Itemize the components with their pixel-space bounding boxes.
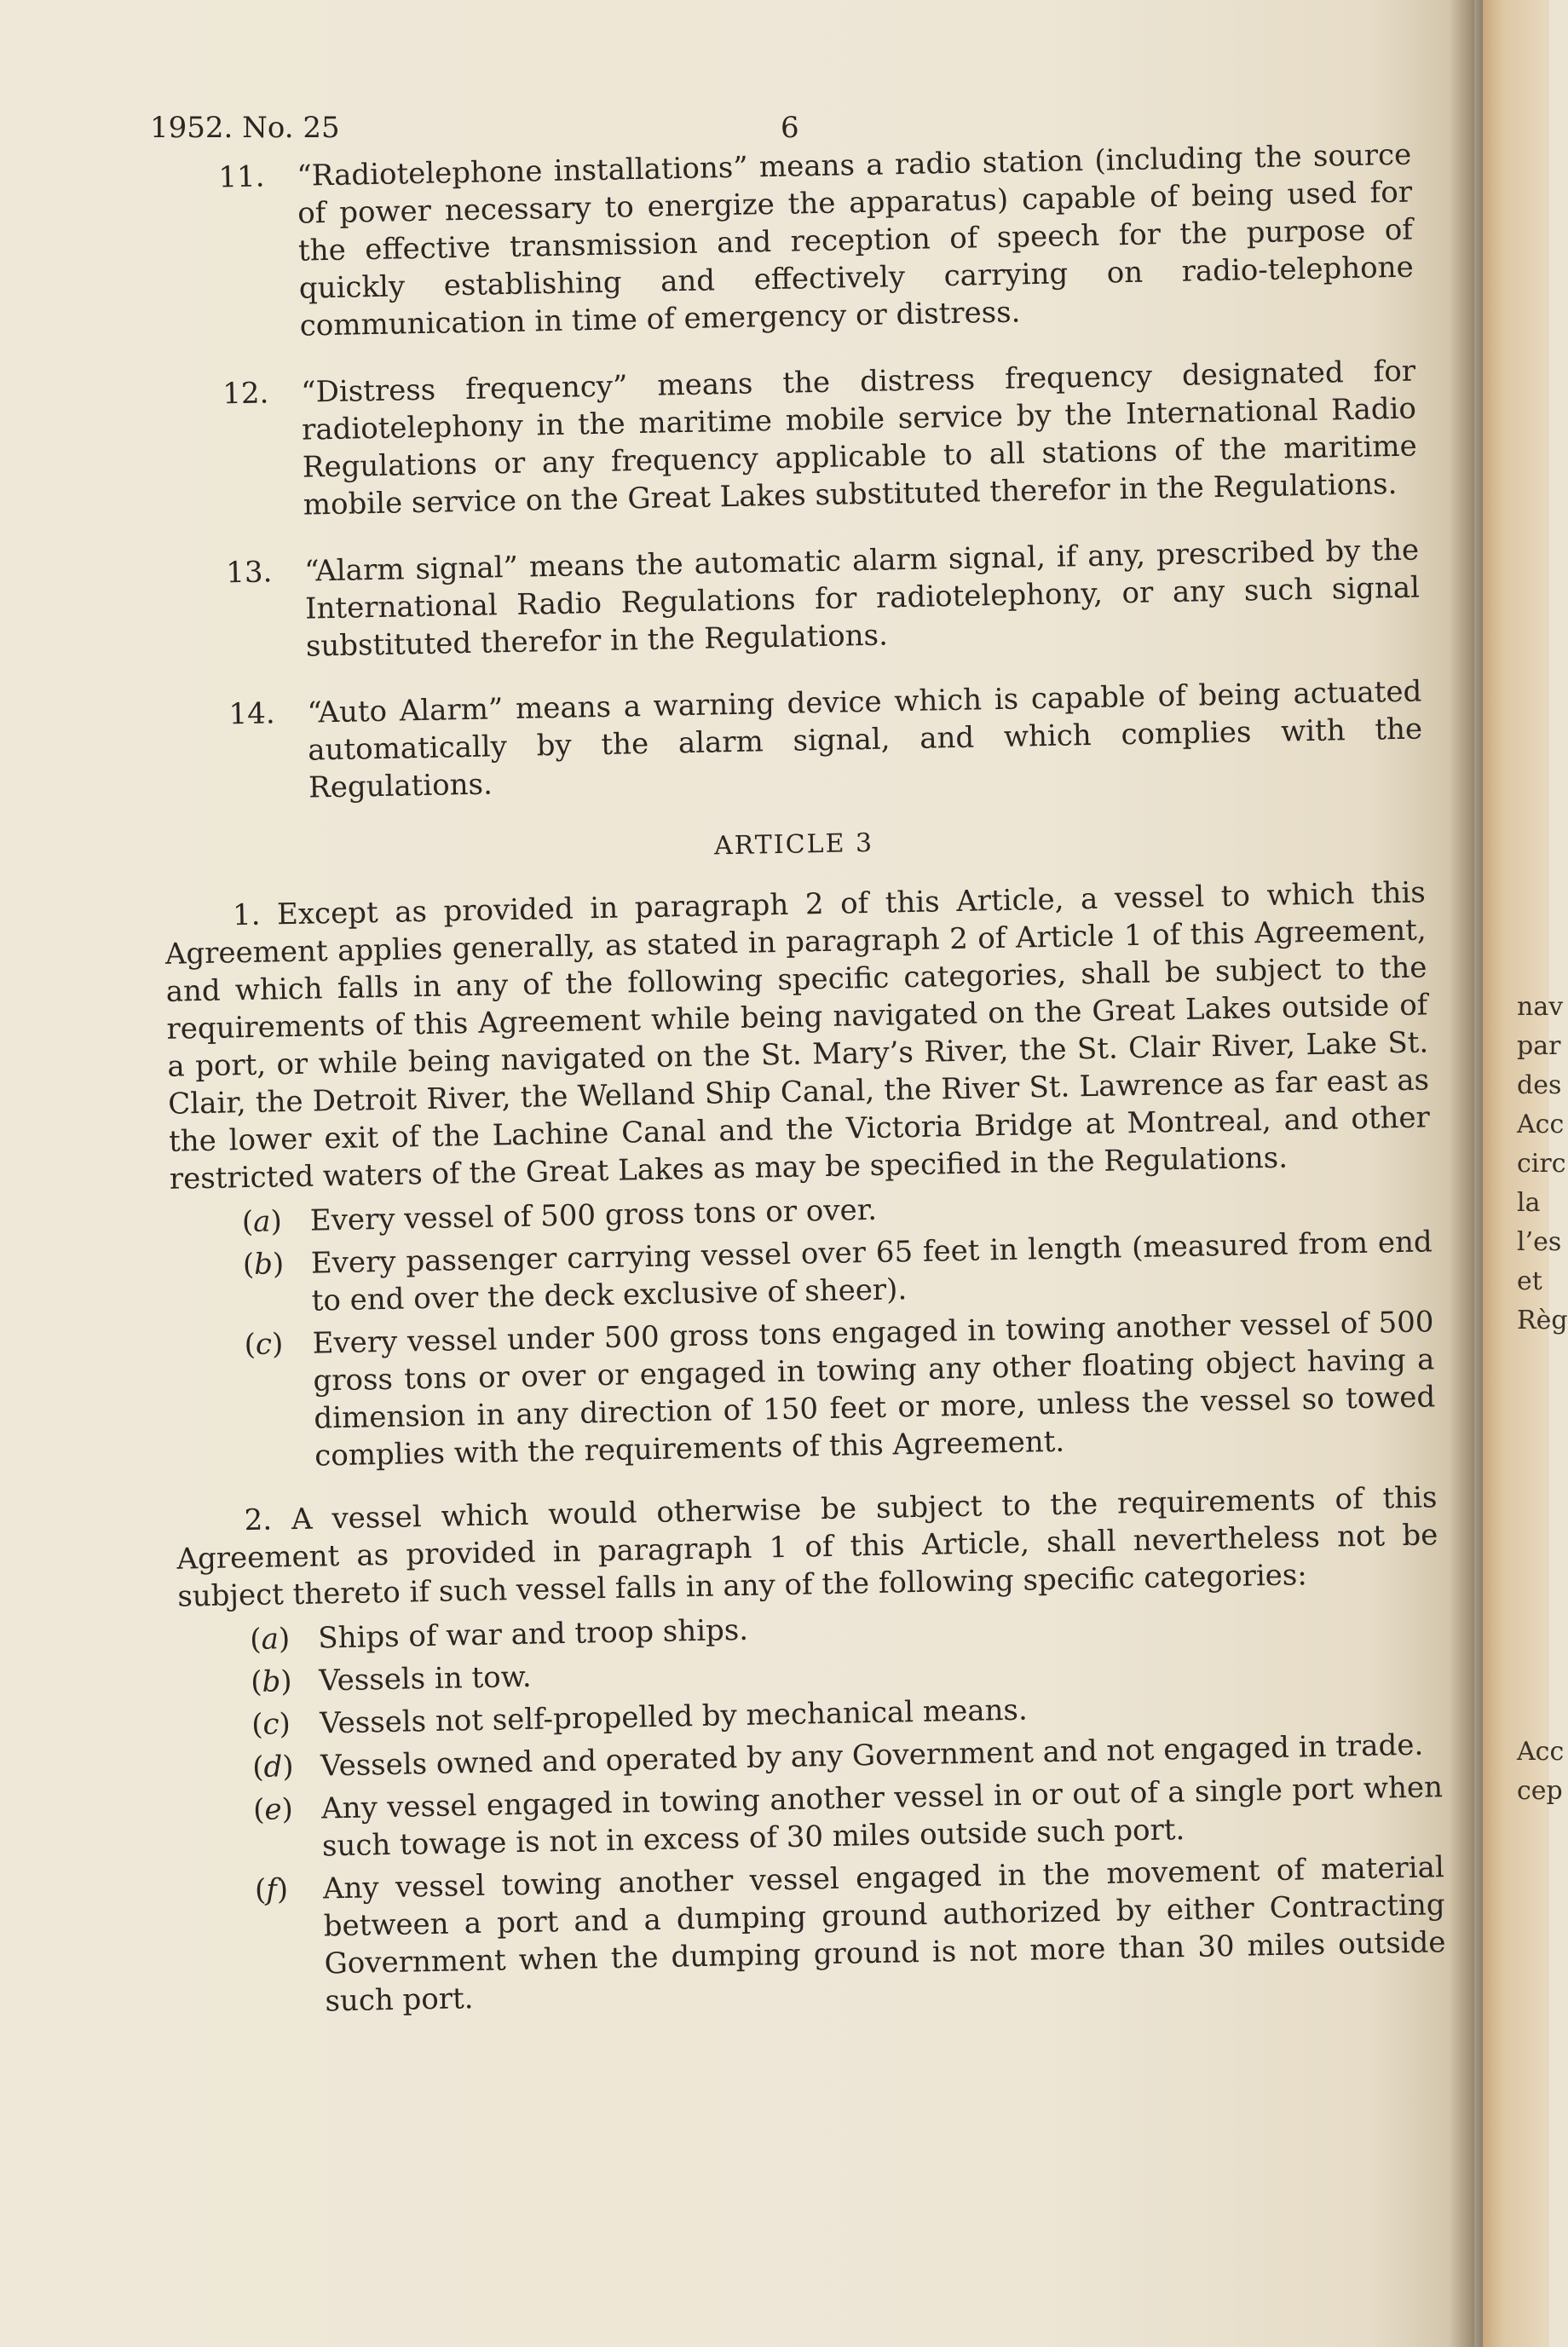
- statute-reference: 1952. No. 25: [150, 111, 340, 145]
- item-label: (a): [249, 1622, 291, 1658]
- facing-page-fragment: par: [1517, 1031, 1561, 1061]
- facing-page-fragment: Acc: [1517, 1737, 1565, 1767]
- item-label: (d): [251, 1750, 294, 1785]
- facing-page-fragment: Règ: [1517, 1306, 1568, 1335]
- item-text: Vessels owned and operated by any Government and not engaged in trade.: [320, 1727, 1424, 1784]
- item-label: (e): [252, 1792, 294, 1828]
- facing-page-fragment: la: [1517, 1188, 1541, 1218]
- definition-number: 13.: [225, 555, 273, 591]
- item-letter: e: [264, 1792, 282, 1827]
- definition-number: 12.: [222, 376, 269, 412]
- facing-page-fragment: circ: [1517, 1149, 1566, 1179]
- item-letter: c: [262, 1707, 280, 1742]
- facing-page-fragment: nav: [1517, 992, 1564, 1022]
- item-text: Every passenger carrying vessel over 65 feet in length (measured from end to end over the deck exclusive of sheer).: [310, 1225, 1433, 1318]
- definition-text: “Auto Alarm” means a warning device which is capable of being actuated automatically by the alarm signal, and which complies with the Regulations.: [307, 674, 1423, 805]
- definition-text: “Radiotelephone installations” means a radio station (including the source of power necessary to energize the apparatus) capable of being used for the effective transmission and reception of speech for the purpose of quickly establishing and effectively carrying on radio-telephone communication in time of emergency or distress.: [297, 137, 1415, 343]
- definition-number: 14.: [228, 696, 275, 732]
- article-heading: ARTICLE 3: [713, 828, 874, 862]
- item-letter: b: [262, 1664, 281, 1699]
- item-letter: c: [255, 1327, 273, 1362]
- paragraph-1: 1. Except as provided in paragraph 2 of this Article, a vessel to which this Agreement applies generally, as stated in paragraph 2 of Article 1 of this Agreement, and which falls in any of the following specific categories, shall be subject to the requirements of this Agreement while being navigated on the Great Lakes outside of a port, or while being navigated on the St. Mary’s River, the St. Clair River, Lake St. Clair, the Detroit River, the Welland Ship Canal, the River St. Lawrence as far east as the lower exit of the Lachine Canal and the Victoria Bridge at Montreal, and other restricted waters of the Great Lakes as may be specified in the Regulations.: [164, 875, 1431, 1197]
- item-text: Every vessel of 500 gross tons or over.: [309, 1192, 878, 1238]
- list-item: [183, 1848, 1447, 2022]
- item-letter: b: [253, 1247, 274, 1282]
- item-label: (b): [250, 1664, 292, 1700]
- item-letter: f: [265, 1872, 278, 1907]
- definition-text: “Alarm signal” means the automatic alarm signal, if any, prescribed by the International Radio Regulations for radiotelephony, or any such signal substituted therefor in the Regulations.: [303, 533, 1421, 664]
- paragraph-2-items: [178, 1598, 1447, 2022]
- facing-page-fragment: cep: [1517, 1776, 1563, 1806]
- item-text: Every vessel under 500 gross tons engaged in towing another vessel of 500 gross tons or over or engaged in towing any other floating object having a dimension in any direction of 150 feet or more, unless the vessel so towed complies with the requirements of this Agreement.: [312, 1305, 1436, 1473]
- item-letter: d: [263, 1750, 283, 1785]
- book-spine-shadow: [1449, 0, 1483, 2347]
- item-text: Ships of war and troop ships.: [317, 1612, 749, 1656]
- definition-item: [154, 353, 1418, 527]
- list-item: [172, 1303, 1436, 1477]
- page-number: 6: [781, 111, 799, 145]
- item-label: (b): [242, 1247, 285, 1283]
- definition-item: [160, 672, 1423, 809]
- paragraph-2: 2. A vessel which would otherwise be subject to the requirements of this Agreement as provided in paragraph 1 of this Article, shall nevertheless not be subject thereto if such vessel falls in any of the following specific categories:: [176, 1480, 1438, 1614]
- item-label: (a): [241, 1204, 283, 1240]
- facing-page-fragment: et: [1517, 1266, 1542, 1296]
- item-text: Any vessel towing another vessel engaged in the movement of material between a port and a dumping ground authorized by either Contracting Government when the dumping ground is not more than 30 miles outside such port.: [322, 1850, 1446, 2019]
- item-label: (f): [254, 1872, 289, 1908]
- definition-item: [158, 532, 1421, 668]
- paragraph-1-items: [170, 1180, 1437, 1477]
- item-label: (c): [251, 1707, 291, 1743]
- definition-item: [150, 136, 1415, 348]
- item-label: (c): [244, 1327, 284, 1363]
- item-text: Vessels not self-propelled by mechanical means.: [319, 1692, 1029, 1741]
- document-body: [150, 136, 1447, 2049]
- item-letter: a: [252, 1204, 271, 1239]
- item-text: Vessels in tow.: [318, 1659, 532, 1698]
- item-letter: a: [261, 1622, 280, 1657]
- facing-page-fragment: des: [1517, 1070, 1562, 1100]
- facing-page-fragment: l’es: [1517, 1227, 1562, 1257]
- definition-number: 11.: [218, 159, 265, 195]
- definitions-list: [150, 136, 1423, 810]
- definition-text: “Distress frequency” means the distress frequency designated for radiotelephony in the maritime mobile service by the International Radio Regulations or any frequency applicable to all stations of the maritime mobile service on the Great Lakes substituted therefor in the Regulations.: [300, 354, 1418, 522]
- facing-page-fragment: Acc: [1517, 1110, 1565, 1139]
- item-text: Any vessel engaged in towing another vessel in or out of a single port when such towage is not in excess of 30 miles outside such port.: [320, 1770, 1444, 1864]
